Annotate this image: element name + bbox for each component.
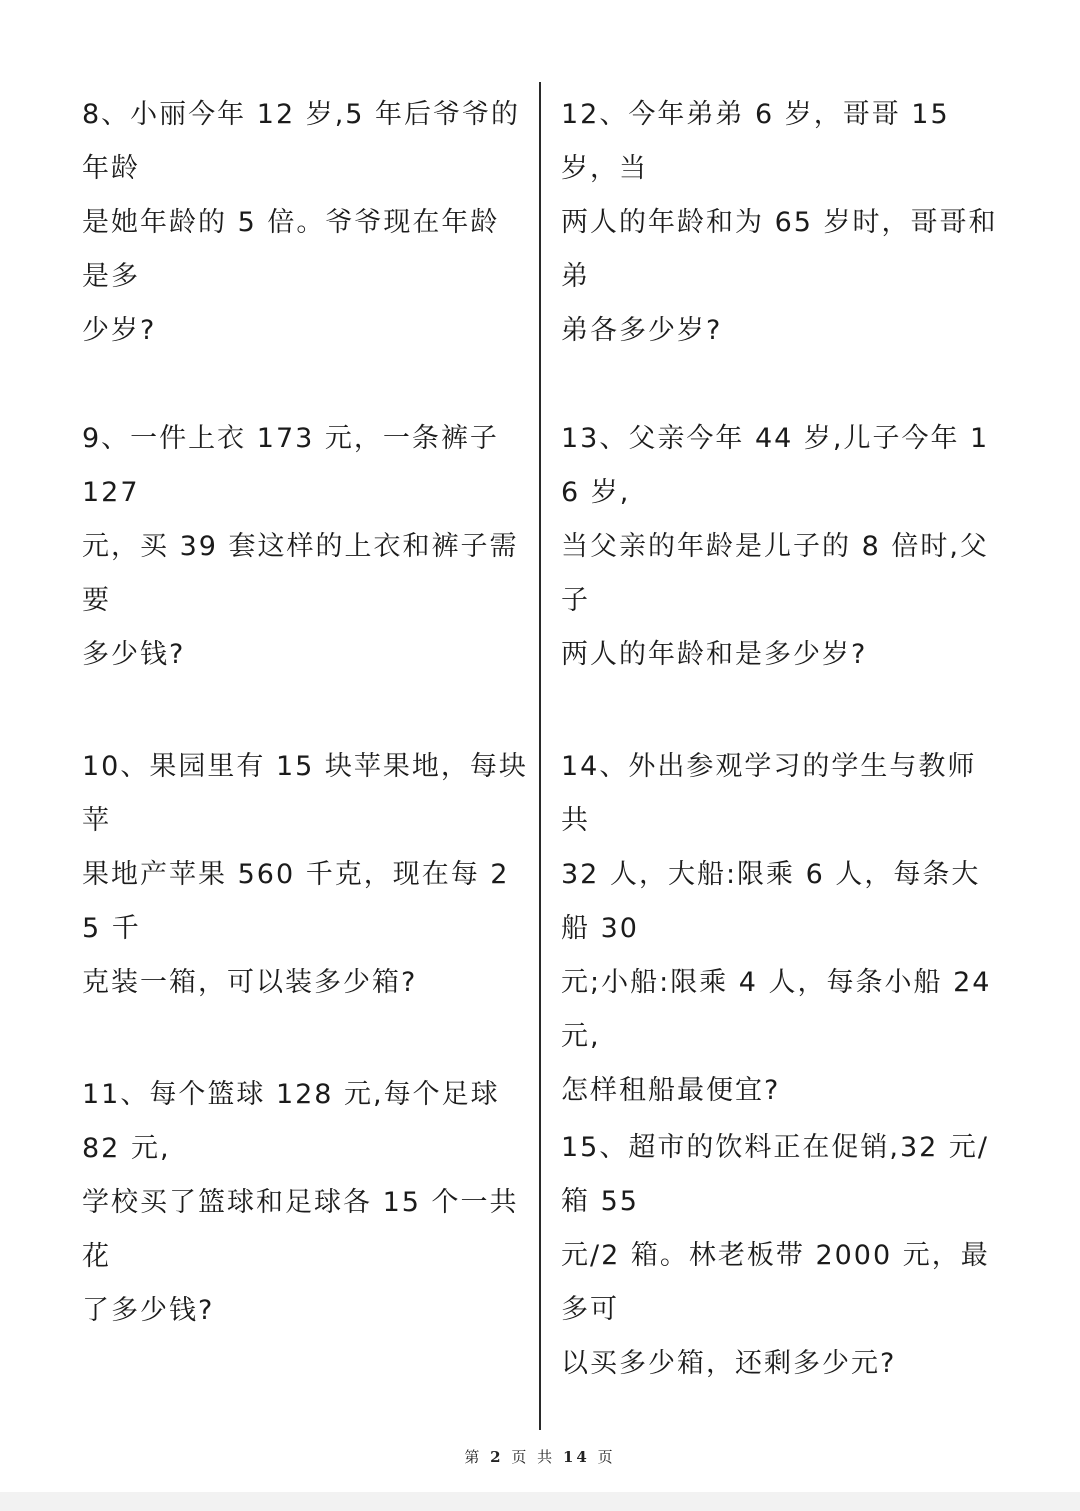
problem-13: 13、父亲今年 44 岁,儿子今年 16 岁, 当父亲的年龄是儿子的 8 倍时,父子 两人的年龄和是多少岁? <box>561 423 990 670</box>
page-footer <box>0 1446 1080 1467</box>
problem-8: 8、小丽今年 12 岁,5 年后爷爷的年龄 是她年龄的 5 倍。爷爷现在年龄是多 少岁? <box>82 99 521 346</box>
column-divider <box>539 82 541 1430</box>
footer-suffix: 页 <box>597 1448 616 1466</box>
problem-11: 11、每个篮球 128 元,每个足球 82 元, 学校买了篮球和足球各 15 个一共花 了多少钱? <box>82 1079 519 1326</box>
total-page-number: 14 <box>562 1448 590 1466</box>
problem-12: 12、今年弟弟 6 岁，哥哥 15 岁，当 两人的年龄和为 65 岁时，哥哥和弟 弟各多少岁? <box>561 99 998 346</box>
problem-15: 15、超市的饮料正在促销,32 元/箱 55 元/2 箱。林老板带 2000 元，最多可 以买多少箱，还剩多少元? <box>561 1132 990 1379</box>
problem-10: 10、果园里有 15 块苹果地，每块苹 果地产苹果 560 千克，现在每 25 千 克装一箱，可以装多少箱? <box>82 751 528 998</box>
problem-9: 9、一件上衣 173 元，一条裤子 127 元，买 39 套这样的上衣和裤子需要 多少钱? <box>82 423 519 670</box>
footer-prefix: 第 <box>464 1448 483 1466</box>
problem-14: 14、外出参观学习的学生与教师共 32 人，大船:限乘 6 人，每条大船 30 元;小船:限乘 4 人，每条小船 24 元, 怎样租船最便宜? <box>561 751 992 1106</box>
footer-middle: 页 共 <box>511 1448 556 1466</box>
bottom-margin-strip <box>0 1492 1080 1511</box>
current-page-number: 2 <box>490 1448 504 1466</box>
